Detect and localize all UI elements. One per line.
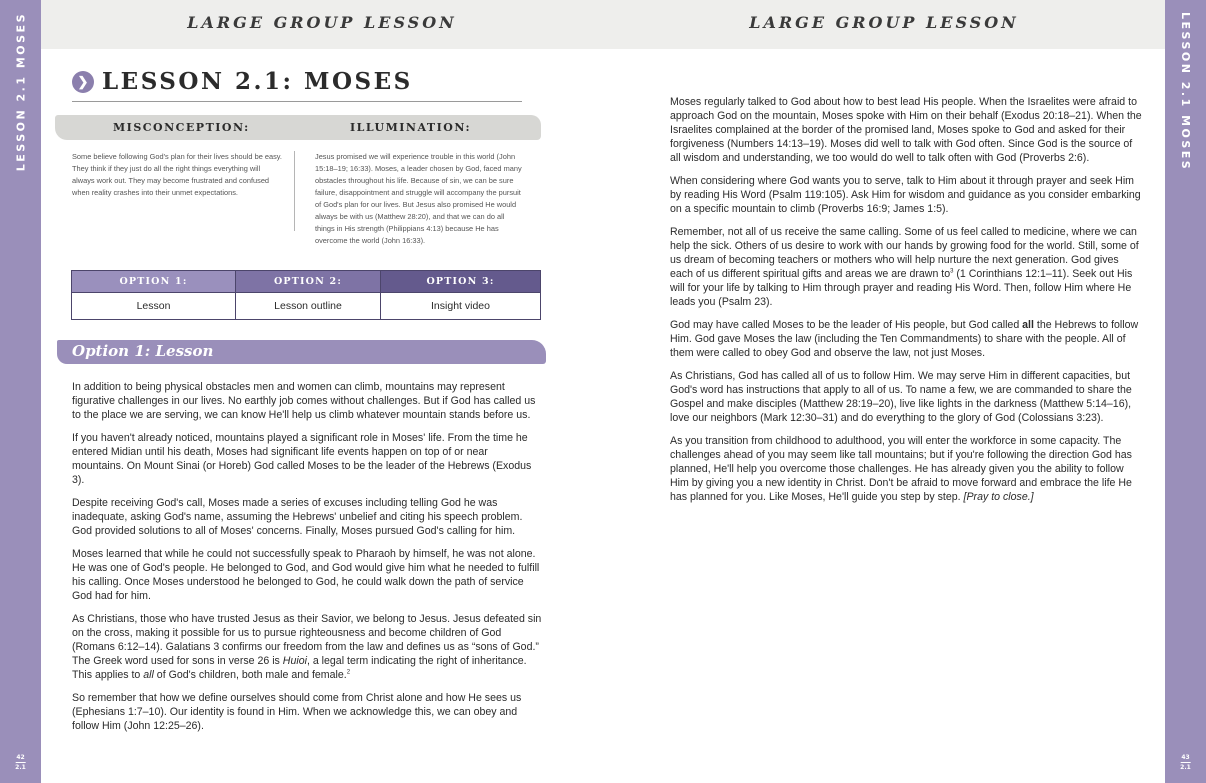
right-paragraph-6 — [670, 434, 1142, 504]
right-paragraph-1: Moses regularly talked to God about how to best lead His people. When the Israelites were afraid to approach God on the mountain, Moses spoke with Him on their behalf (Exodus 20:18–21). When the Israelites complained at the border of the promised land, Moses spoke to God and asked for their forgiveness (Numbers 14:13–19). Moses did well to talk with God often. Since God is the source of all wisdom and understanding, we too would do well to talk often with God (Proverbs 2:6). — [670, 96, 1142, 164]
right-p4-part-b: the Hebrews to follow Him. God gave Moses the law (including the Ten Commandments) to share with the people. All of them were called to obey God and observe the law, not just Moses. — [670, 319, 1139, 359]
lesson-title: LESSON 2.1: MOSES — [102, 68, 413, 95]
left-p5-part-c: of God's children, both male and female. — [153, 669, 347, 681]
left-page-num: 42 — [16, 754, 25, 761]
left-paragraph-5 — [72, 612, 542, 682]
misconception-text: Some believe following God's plan for their lives should be easy. They think if they just do all the right things everything will always work out. They may become frustrated and confused when reality crashes into their unmet expectations. — [72, 152, 282, 197]
right-header-title: LARGE GROUP LESSON — [749, 13, 1019, 32]
left-page-header — [41, 0, 603, 49]
option-1-banner-title: Option 1: Lesson — [72, 342, 214, 360]
left-page-rule — [15, 762, 25, 763]
left-p5-footnote: 2 — [346, 669, 351, 676]
left-body-text — [72, 380, 542, 742]
option-2-header: OPTION 2: — [236, 271, 381, 293]
right-p4-bold: all — [1022, 319, 1034, 331]
column-divider — [294, 151, 295, 231]
misconception-label: MISCONCEPTION: — [113, 121, 250, 134]
left-side-label: LESSON 2.1 MOSES — [14, 12, 27, 172]
options-value-row — [72, 293, 541, 320]
lesson-title-block — [72, 68, 522, 102]
right-body-text — [670, 95, 1142, 513]
right-page-rule — [1180, 762, 1190, 763]
chevron-right-icon: ❯ — [72, 71, 94, 93]
option-1-value: Lesson — [72, 293, 236, 320]
left-side-tab — [0, 0, 41, 783]
left-p5-italic-2: all — [143, 669, 154, 681]
right-paragraph-4 — [670, 318, 1142, 360]
right-page-sub: 2.1 — [1180, 764, 1191, 771]
option-1-header: OPTION 1: — [72, 271, 236, 293]
options-table — [71, 270, 541, 320]
misconception-illumination-band — [55, 115, 541, 140]
options-header-row — [72, 271, 541, 293]
right-page-header — [603, 0, 1165, 49]
left-paragraph-2: If you haven't already noticed, mountains played a significant role in Moses' life. From the time he entered Midian until his death, Moses had significant life events happen on top of or near mountains. On Mount Sinai (or Horeb) God called Moses to be the leader of the Hebrews (Exodus 3). — [72, 432, 532, 486]
left-p5-part-a: As Christians, those who have trusted Jesus as their Savior, we belong to Jesus. Jesus defeated sin on the cross, making it possible for us to pursue righteousness and become children of God (Romans 6:12–14). Galatians 3 confirms our freedom from the law and defines us as “sons of God.” The Greek word used for sons in verse 26 is — [72, 613, 542, 667]
right-p4-part-a: God may have called Moses to be the leader of His people, but God called — [670, 319, 1023, 331]
illumination-label: ILLUMINATION: — [350, 121, 472, 134]
left-header-title: LARGE GROUP LESSON — [187, 13, 457, 32]
left-p5-italic: Huioi — [282, 655, 307, 667]
right-p3-part-a: Remember, not all of us receive the same calling. Some of us feel called to medicine, where we can help the sick. Others of us desire to work with our hands by growing food for the world. Still, some of us dream of becoming teachers or mothers who will help nurture the next generation. God gives each of us different spiritual gifts and areas we are drawn to — [670, 226, 1139, 280]
option-3-value: Insight video — [381, 293, 541, 320]
option-2-value: Lesson outline — [236, 293, 381, 320]
left-paragraph-6: So remember that how we define ourselves should come from Christ alone and how He sees us (Ephesians 1:7–10). Our identity is found in Him. When we acknowledge this, we can obey and follow Him (John 12:25–26). — [72, 692, 522, 732]
right-p6-italic: [Pray to close.] — [963, 491, 1034, 503]
right-side-label: LESSON 2.1 MOSES — [1179, 12, 1192, 172]
right-p3-footnote: 3 — [950, 268, 954, 275]
left-paragraph-3: Despite receiving God's call, Moses made a series of excuses including telling God he was inadequate, asking God's name, assuming the Hebrews' unbelief and citing his speech problem. God provided solutions to all of Moses' concerns. Finally, Moses pursued God's calling for him. — [72, 497, 523, 537]
right-paragraph-3 — [670, 225, 1142, 309]
right-side-tab — [1165, 0, 1206, 783]
option-3-header: OPTION 3: — [381, 271, 541, 293]
right-p6-part-a: As you transition from childhood to adulthood, you will enter the workforce in some capacity. The challenges ahead of you may seem like tall mountains; but if you're following the direction God has planned, He'll help you overcome those challenges. He has already given you the ability to follow Him by giving you a new identity in Christ. Don't be afraid to move forward and embrace the life He has planned for you. Like Moses, He'll guide you step by step. — [670, 435, 1132, 503]
left-page-number — [15, 754, 26, 771]
left-p5-part-b: , a legal term indicating the right of inheritance. This applies to — [72, 655, 527, 681]
right-p3-part-b: (1 Corinthians 12:1–11). Seek out His will for your life by talking to Him through prayer and reading His Word. Then, follow Him where He leads you (Psalm 23). — [670, 268, 1133, 308]
left-paragraph-4: Moses learned that while he could not successfully speak to Pharaoh by himself, he was not alone. He was one of God's people. He belonged to God, and God would give him what he needed to fulfill his calling. Once Moses understood he belonged to God, he could walk down the path of service God had for him. — [72, 548, 540, 602]
right-page-num: 43 — [1181, 754, 1190, 761]
illumination-text: Jesus promised we will experience trouble in this world (John 15:18–19; 16:33). Moses, a leader chosen by God, faced many obstacles throughout his life. Because of sin, we can be sure failure, disappointment and struggle will accompany the pursuit of God's plan for our lives. But Jesus also promised He would always be with us (Matthew 28:20), and that we can do all things in His strength (Philippians 4:13) because He has overcome the world (John 16:33). — [315, 152, 522, 245]
right-page-number — [1180, 754, 1191, 771]
left-page-sub: 2.1 — [15, 764, 26, 771]
right-paragraph-5: As Christians, God has called all of us to follow Him. We may serve Him in different capacities, but God's word has instructions that apply to all of us. To name a few, we are commanded to share the Gospel and make disciples (Matthew 28:19–20), live like lights in the darkness (Matthew 5:14–16), love our neighbors (Mark 12:30–31) and do everything to the glory of God (Colossians 3:23). — [670, 370, 1132, 424]
option-1-banner — [57, 340, 546, 364]
right-paragraph-2: When considering where God wants you to serve, talk to Him about it through prayer and seek Him by reading His Word (Psalm 119:105). Ask Him for wisdom and guidance as you consider embarking on a specific mountain to climb (Proverbs 16:9; James 1:5). — [670, 175, 1141, 215]
left-paragraph-1: In addition to being physical obstacles men and women can climb, mountains may represent figurative challenges in our lives. No earthly job comes without challenges. But if God has called us to the place we are serving, we can know He'll help us climb whatever mountain stands before us. — [72, 381, 536, 421]
